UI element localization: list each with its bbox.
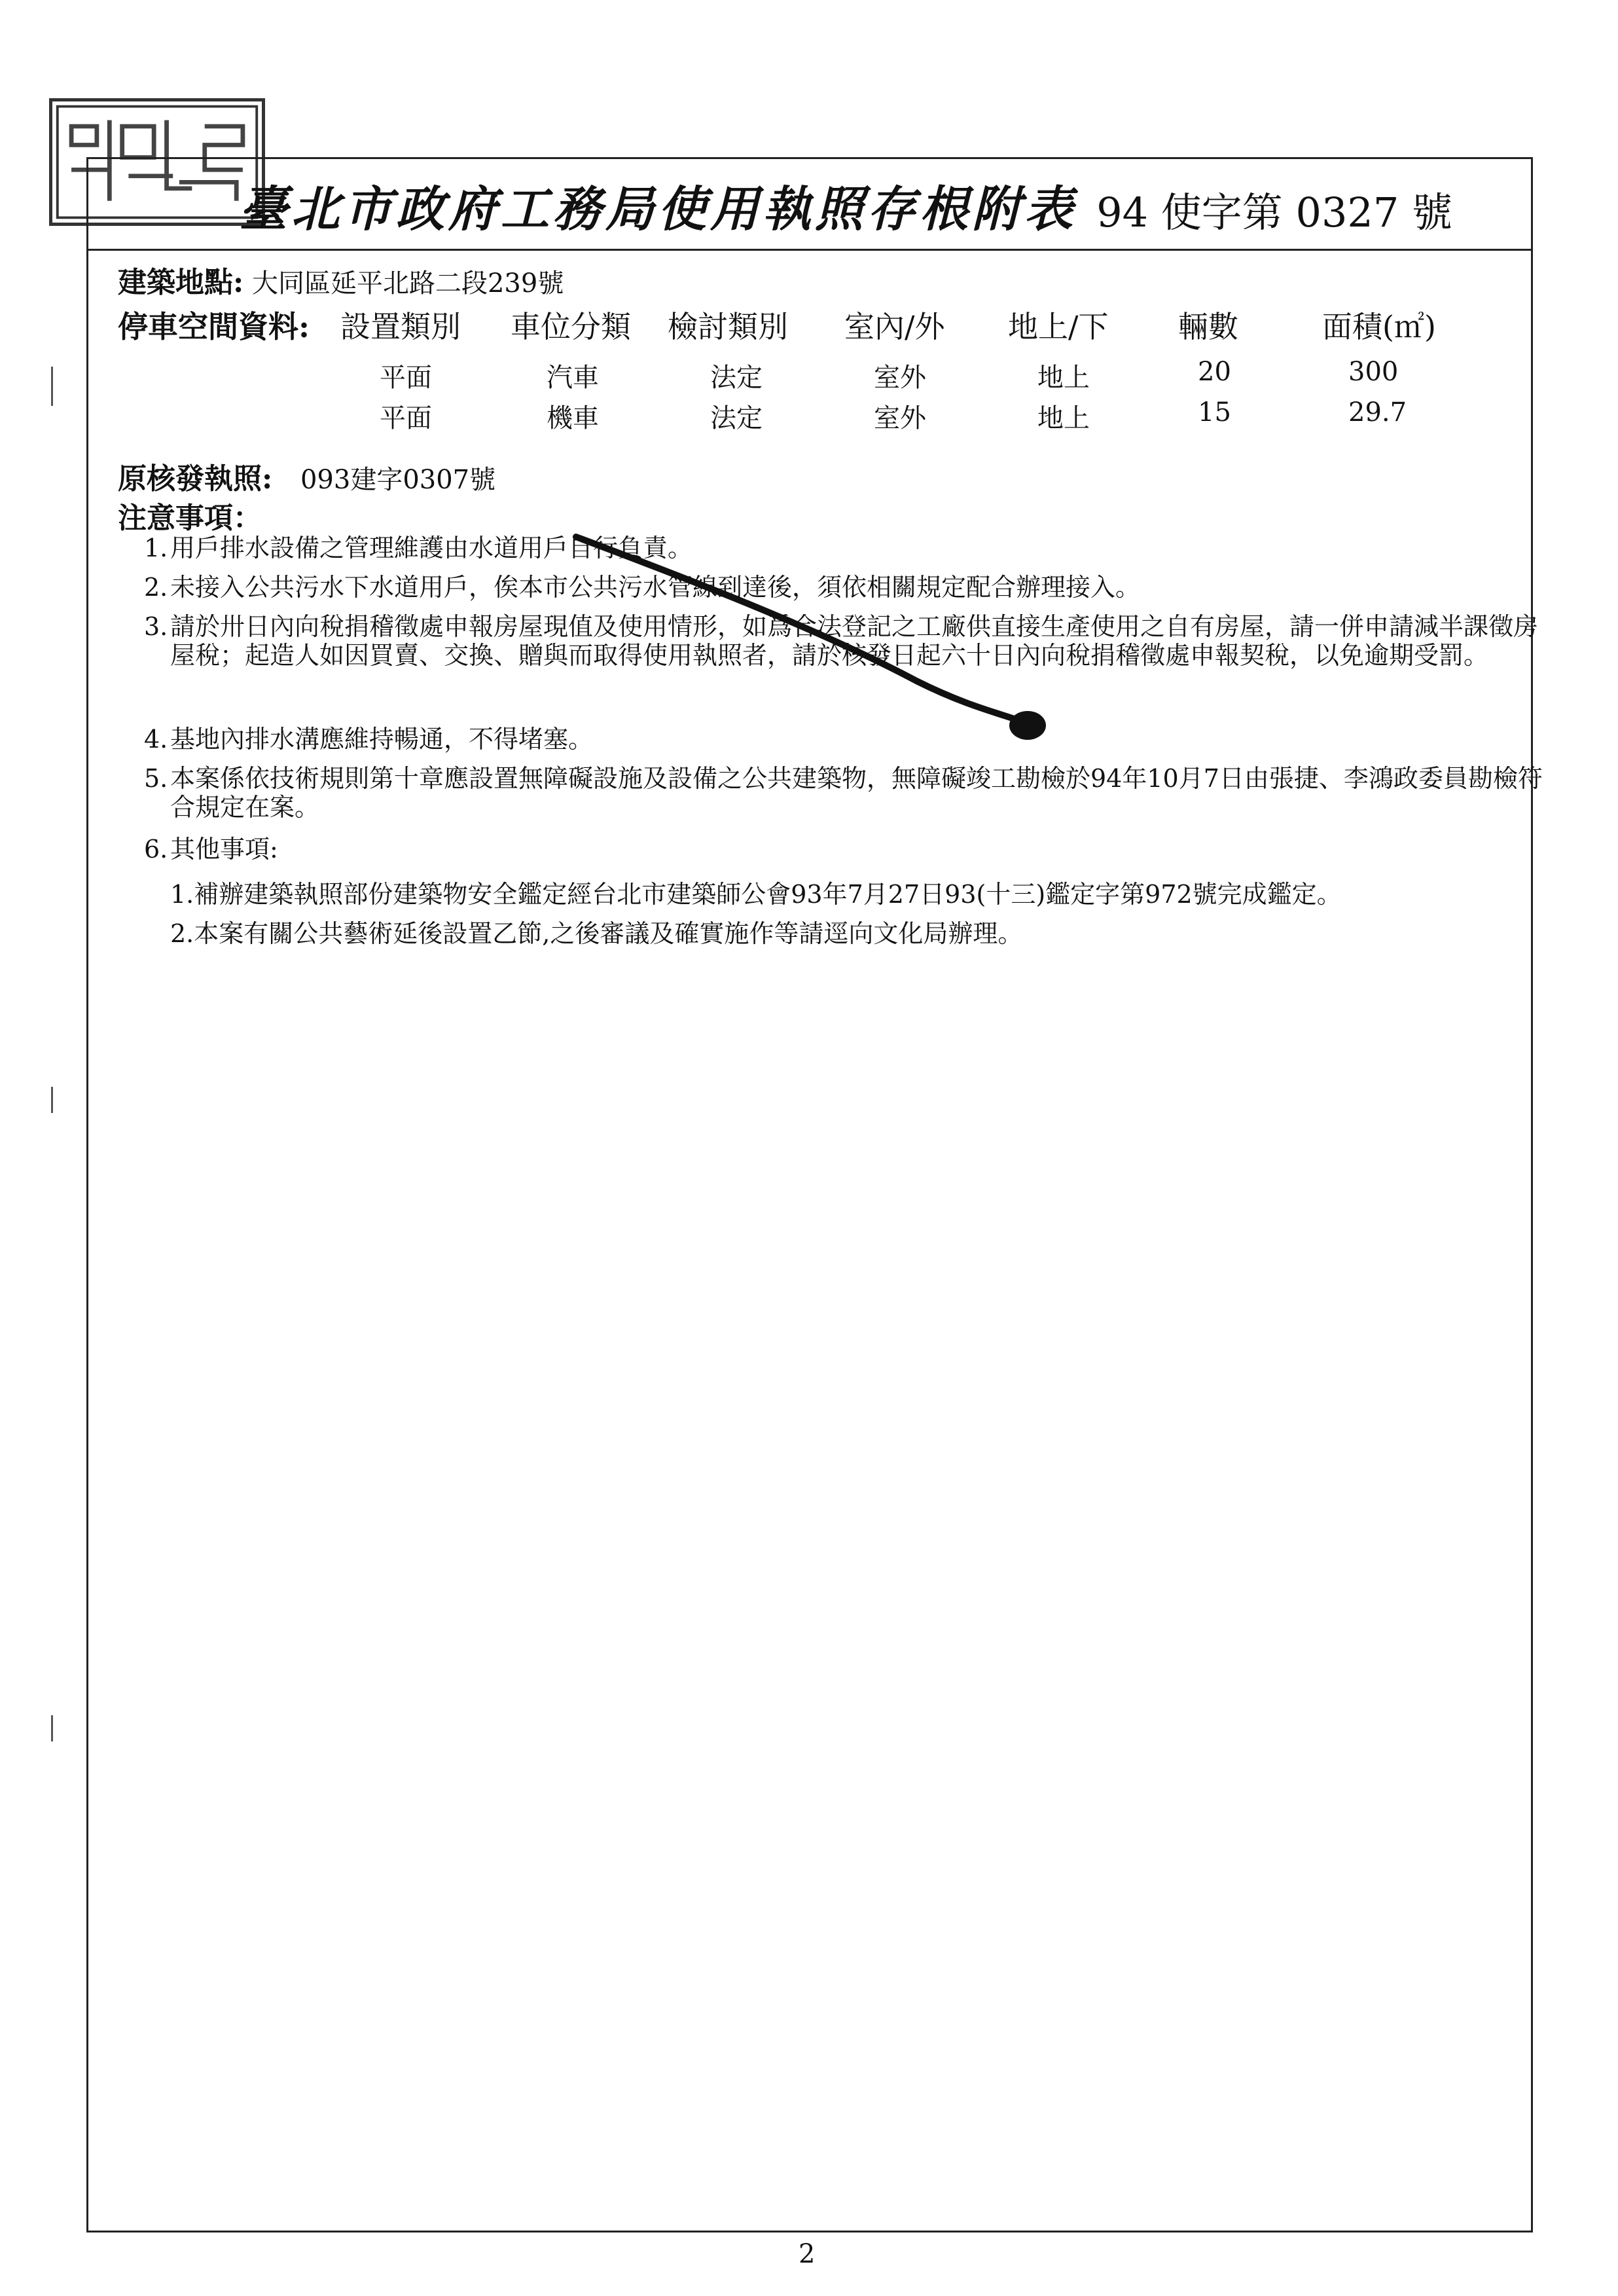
table-cell: 20: [1198, 357, 1231, 387]
note-number: 6.: [144, 835, 168, 864]
table-cell: 29.7: [1348, 397, 1407, 428]
table-cell: 室外: [874, 363, 926, 393]
note-text: 本案係依技術規則第十章應設置無障礙設施及設備之公共建築物，無障礙竣工勘檢於94年10月7日由張捷、李鴻政委員勘檢符合規定在案。: [170, 764, 1543, 822]
other-item: 1.補辦建築執照部份建築物安全鑑定經台北市建築師公會93年7月27日93(十三)鑑定字第972號完成鑑定。: [170, 880, 1342, 909]
table-cell: 法定: [710, 363, 763, 393]
note-number: 5.: [144, 764, 168, 793]
parking-col-class: 車位分類: [511, 309, 631, 344]
page-number: 2: [799, 2239, 816, 2269]
original-license-label: 原核發執照:: [118, 462, 273, 496]
parking-col-count: 輛數: [1178, 309, 1238, 344]
table-cell: 平面: [380, 403, 432, 433]
note-number: 3.: [144, 612, 168, 641]
note-text: 其他事項:: [170, 835, 278, 864]
scan-mark: [51, 1087, 53, 1113]
parking-col-type: 設置類別: [340, 309, 461, 344]
note-number: 2.: [144, 573, 168, 602]
original-license-value: 093建字0307號: [300, 465, 496, 495]
table-cell: 地上: [1037, 363, 1090, 393]
table-cell: 15: [1198, 397, 1231, 428]
parking-col-level: 地上/下: [1008, 309, 1109, 344]
table-cell: 室外: [874, 403, 926, 433]
note-number: 4.: [144, 725, 168, 754]
table-cell: 300: [1348, 357, 1399, 387]
table-cell: 地上: [1037, 403, 1090, 433]
notes-heading: 注意事項：: [118, 501, 262, 535]
table-cell: 機車: [547, 403, 599, 433]
table-cell: 汽車: [547, 363, 599, 393]
parking-label: 停車空間資料:: [118, 309, 310, 344]
other-item: 2.本案有關公共藝術延後設置乙節,之後審議及確實施作等請逕向文化局辦理。: [170, 919, 1023, 948]
note-text: 用戶排水設備之管理維護由水道用戶自行負責。: [170, 534, 693, 562]
note-text: 未接入公共污水下水道用戶，俟本市公共污水管線到達後，須依相關規定配合辦理接入。: [170, 573, 1141, 602]
parking-col-review: 檢討類別: [668, 309, 788, 344]
table-cell: 平面: [380, 363, 432, 393]
note-text: 基地內排水溝應維持暢通，不得堵塞。: [170, 725, 594, 754]
scan-mark: [51, 1715, 53, 1741]
table-cell: 法定: [710, 403, 763, 433]
note-number: 1.: [144, 534, 168, 562]
license-number: 94 使字第 0327 號: [1096, 189, 1452, 236]
site-value: 大同區延平北路二段239號: [251, 268, 564, 299]
parking-col-indoor: 室內/外: [844, 309, 945, 344]
document-title: 臺北市政府工務局使用執照存根附表: [239, 181, 1077, 238]
parking-col-area: 面積(㎡): [1322, 309, 1436, 344]
note-text: 請於卅日內向稅捐稽徵處申報房屋現值及使用情形，如爲合法登記之工廠供直接生產使用之自有房屋，請一併申請減半課徵房屋稅；起造人如因買賣、交換、贈與而取得使用執照者，請於核發日起六十日內向稅捐稽徵處申報契稅，以免逾期受罰。: [170, 612, 1539, 670]
site-label: 建築地點:: [118, 266, 244, 299]
scan-mark: [51, 367, 53, 406]
